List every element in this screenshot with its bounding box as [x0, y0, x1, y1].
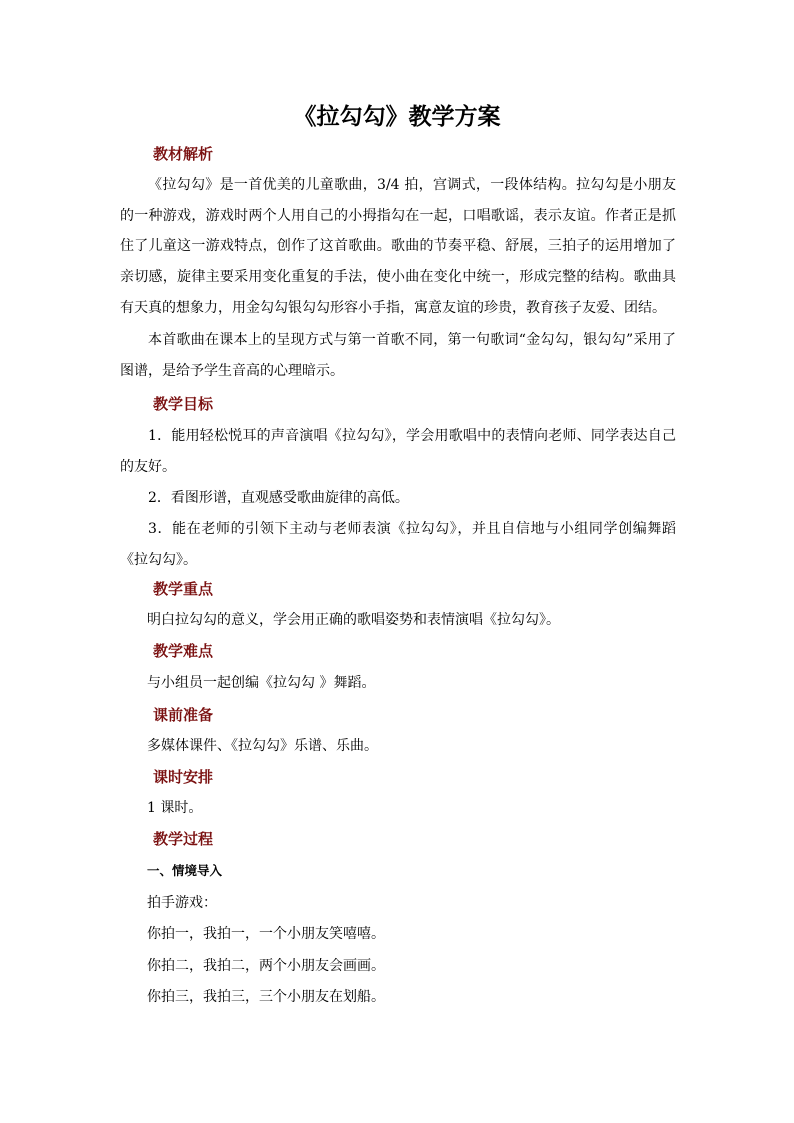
goal-item-1: 1．能用轻松悦耳的声音演唱《拉勾勾》，学会用歌唱中的表情向老师、同学表达自己的友好。: [120, 428, 676, 475]
process-line: 你拍三，我拍三，三个小朋友在划船。: [147, 989, 385, 1005]
difficulties-text: 与小组员一起创编《拉勾勾 》舞蹈。: [147, 675, 376, 691]
process-subheading-intro: 一、情境导入: [147, 863, 223, 878]
heading-schedule: 课时安排: [153, 768, 214, 786]
goal-item-2: 2．看图形谱，直观感受歌曲旋律的高低。: [148, 490, 409, 506]
process-line: 拍手游戏：: [147, 895, 217, 911]
heading-goals: 教学目标: [153, 395, 214, 413]
process-line: 你拍二，我拍二，两个小朋友会画画。: [147, 958, 385, 974]
goal-item-3: 3．能在老师的引领下主动与老师表演《拉勾勾》，并且自信地与小组同学创编舞蹈《拉勾勾》。: [120, 521, 676, 568]
analysis-paragraph-1: 《拉勾勾》是一首优美的儿童歌曲，3/4 拍，宫调式，一段体结构。拉勾勾是小朋友的一种游戏，游戏时两个人用自己的小拇指勾在一起，口唱歌谣，表示友谊。作者正是抓住了儿童这一游戏特点，创作了这首歌曲。歌曲的节奏平稳、舒展，三拍子的运用增加了亲切感，旋律主要采用变化重复的手法，使小曲在变化中统一，形成完整的结构。歌曲具有天真的想象力，用金勾勾银勾勾形容小手指，寓意友谊的珍贵，教育孩子友爱、团结。: [120, 177, 676, 316]
process-line: 你拍一，我拍一，一个小朋友笑嘻嘻。: [147, 926, 385, 942]
key-points-text: 明白拉勾勾的意义，学会用正确的歌唱姿势和表情演唱《拉勾勾》。: [147, 612, 560, 628]
preparation-text: 多媒体课件、《拉勾勾》乐谱、乐曲。: [147, 738, 378, 754]
heading-process: 教学过程: [153, 830, 214, 848]
analysis-paragraph-2: 本首歌曲在课本上的呈现方式与第一首歌不同，第一句歌词“金勾勾，银勾勾”采用了图谱，是给予学生音高的心理暗示。: [120, 332, 676, 379]
heading-key-points: 教学重点: [153, 580, 214, 598]
heading-analysis: 教材解析: [153, 145, 214, 163]
document-title: 《拉勾勾》教学方案: [293, 103, 501, 130]
heading-preparation: 课前准备: [153, 706, 214, 724]
heading-difficulties: 教学难点: [153, 642, 214, 660]
schedule-text: 1 课时。: [147, 800, 203, 816]
